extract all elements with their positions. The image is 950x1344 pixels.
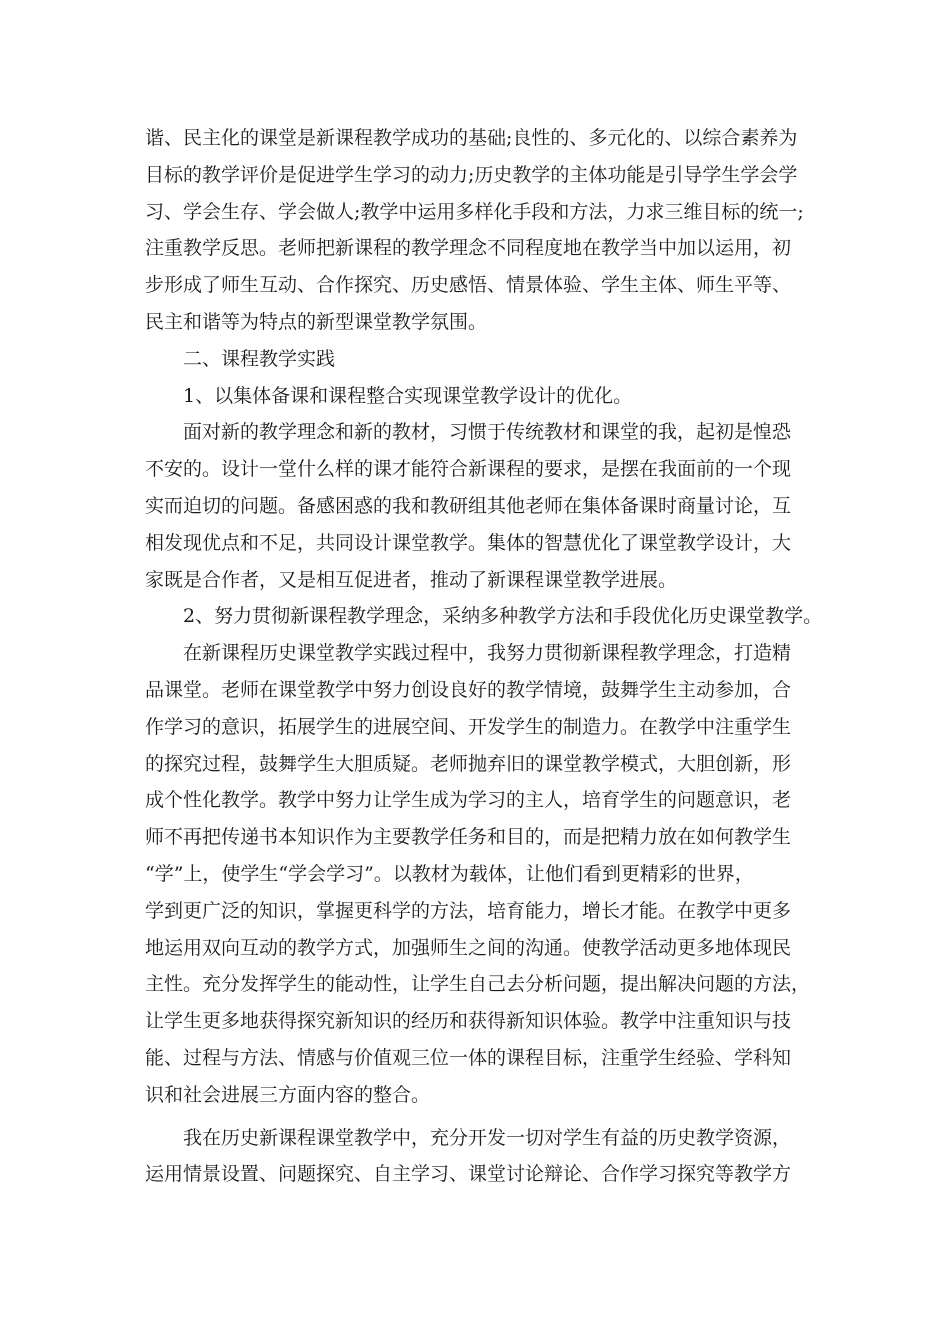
text-line: 师不再把传递书本知识作为主要教学任务和目的，而是把精力放在如何教学生 [145, 826, 792, 849]
text-line: 谐、民主化的课堂是新课程教学成功的基础;良性的、多元化的、以综合素养为 [145, 127, 798, 149]
section-heading: 二、课程教学实践 [183, 347, 336, 370]
text-line: 学到更广泛的知识，掌握更科学的方法，培育能力，增长才能。在教学中更多 [145, 899, 792, 922]
text-line: 目标的教学评价是促进学生学习的动力;历史教学的主体功能是引导学生学会学 [145, 163, 798, 186]
text-line: 相发现优点和不足，共同设计课堂教学。集体的智慧优化了课堂教学设计，大 [145, 531, 792, 554]
text-line: 不安的。设计一堂什么样的课才能符合新课程的要求，是摆在我面前的一个现 [145, 458, 792, 481]
text-line: 家既是合作者，又是相互促进者，推动了新课程课堂教学进展。 [145, 568, 678, 591]
text-line: 我在历史新课程课堂教学中，充分开发一切对学生有益的历史教学资源， [183, 1126, 792, 1149]
text-line: 面对新的教学理念和新的教材，习惯于传统教材和课堂的我，起初是惶恐 [183, 421, 792, 444]
text-line: 步形成了师生互动、合作探究、历史感悟、情景体验、学生主体、师生平等、 [145, 274, 792, 297]
text-line: 注重教学反思。老师把新课程的教学理念不同程度地在教学当中加以运用，初 [145, 237, 792, 260]
subsection-heading: 1、以集体备课和课程整合实现课堂教学设计的优化。 [183, 384, 633, 407]
text-line: “学”上，使学生“学会学习”。以教材为载体，让他们看到更精彩的世界， [145, 862, 754, 885]
text-line: 让学生更多地获得探究新知识的经历和获得新知识体验。教学中注重知识与技 [145, 1010, 792, 1033]
text-line: 习、学会生存、学会做人;教学中运用多样化手段和方法，力求三维目标的统一; [145, 200, 804, 223]
text-line: 在新课程历史课堂教学实践过程中，我努力贯彻新课程教学理念，打造精 [183, 642, 792, 665]
text-line: 民主和谐等为特点的新型课堂教学氛围。 [145, 310, 488, 333]
subsection-heading: 2、努力贯彻新课程教学理念，采纳多种教学方法和手段优化历史课堂教学。 [183, 605, 823, 628]
text-line: 成个性化教学。教学中努力让学生成为学习的主人，培育学生的问题意识，老 [145, 789, 792, 812]
body-text [145, 120, 823, 1193]
text-line: 作学习的意识，拓展学生的进展空间、开发学生的制造力。在教学中注重学生 [145, 715, 792, 738]
text-line: 能、过程与方法、情感与价值观三位一体的课程目标，注重学生经验、学科知 [145, 1046, 792, 1069]
text-line: 运用情景设置、问题探究、自主学习、课堂讨论辩论、合作学习探究等教学方 [145, 1163, 792, 1186]
text-line: 主性。充分发挥学生的能动性，让学生自己去分析问题，提出解决问题的方法， [145, 973, 811, 996]
text-line: 识和社会进展三方面内容的整合。 [145, 1083, 431, 1106]
text-line: 地运用双向互动的教学方式，加强师生之间的沟通。使教学活动更多地体现民 [145, 936, 792, 959]
text-line: 实而迫切的问题。备感困惑的我和教研组其他老师在集体备课时商量讨论，互 [145, 494, 792, 517]
text-line: 的探究过程，鼓舞学生大胆质疑。老师抛弃旧的课堂教学模式，大胆创新，形 [145, 752, 792, 775]
text-line: 品课堂。老师在课堂教学中努力创设良好的教学情境，鼓舞学生主动参加，合 [145, 678, 792, 701]
